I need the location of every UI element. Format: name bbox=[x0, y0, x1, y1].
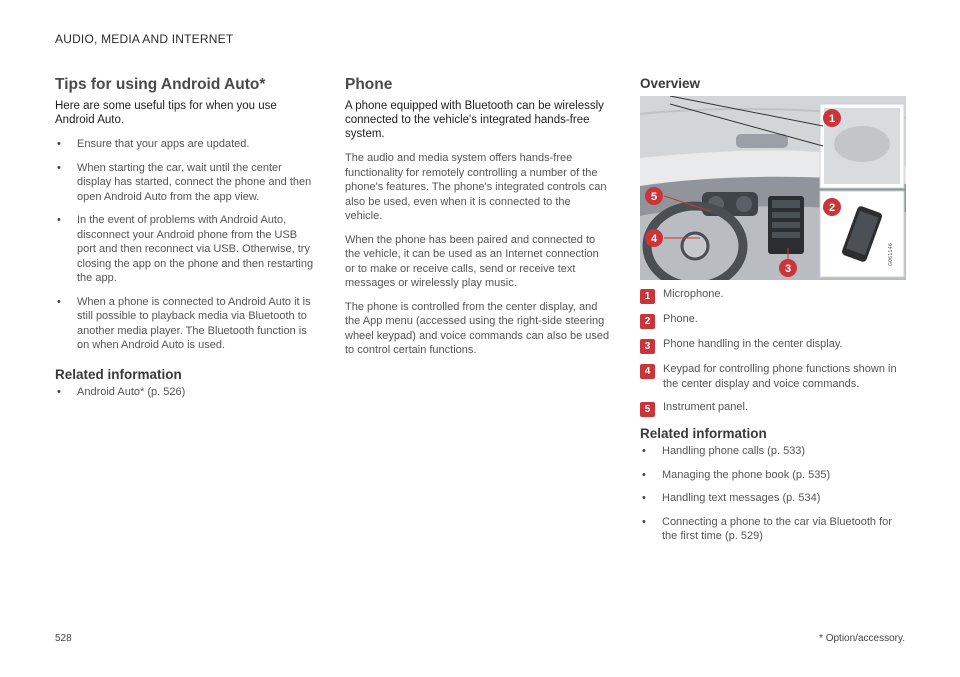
callout-item bbox=[640, 400, 908, 416]
figure-marker-4 bbox=[645, 229, 663, 247]
related-list bbox=[55, 385, 317, 400]
list-item: • Ensure that your apps are updated. bbox=[55, 137, 317, 152]
related-info-heading: Related information bbox=[640, 426, 767, 441]
body-paragraph: When the phone has been paired and connected to the vehicle, it can be used as an Internet connection or to make or receive calls, send or receive text messages or wirelessly play music. bbox=[345, 233, 599, 289]
tips-list bbox=[55, 137, 317, 353]
section-header: AUDIO, MEDIA AND INTERNET bbox=[55, 32, 234, 46]
callout-number-badge: 3 bbox=[640, 339, 655, 354]
svg-text:4: 4 bbox=[650, 233, 658, 245]
related-list bbox=[640, 444, 908, 544]
callout-number-badge: 5 bbox=[640, 402, 655, 417]
callout-text: Microphone. bbox=[663, 288, 724, 300]
callout-item bbox=[640, 287, 908, 303]
lead-text: Here are some useful tips for when you use Android Auto. bbox=[55, 100, 277, 126]
callout-item bbox=[640, 312, 908, 328]
related-link[interactable]: • Android Auto* (p. 526) bbox=[55, 385, 317, 400]
figure-marker-2 bbox=[823, 198, 841, 216]
svg-text:5: 5 bbox=[650, 191, 658, 203]
figure-code: G061146 bbox=[888, 243, 894, 266]
related-info-heading: Related information bbox=[55, 366, 182, 382]
related-link[interactable]: • Handling text messages (p. 534) bbox=[640, 491, 908, 506]
overview-heading: Overview bbox=[640, 76, 701, 91]
callout-number-badge: 4 bbox=[640, 364, 655, 379]
figure-marker-3 bbox=[779, 259, 797, 277]
callout-item bbox=[640, 337, 908, 353]
column-phone bbox=[345, 76, 610, 367]
footnote: * Option/accessory. bbox=[819, 633, 905, 644]
callout-list bbox=[640, 287, 908, 416]
list-item: • When a phone is connected to Android Auto it is still possible to playback media via Bluetooth to another media player. The Bluetooth function is on when Android Auto is used. bbox=[55, 295, 317, 353]
callout-text: Keypad for controlling phone functions shown in the center display and voice commands. bbox=[663, 363, 897, 390]
related-link[interactable]: • Handling phone calls (p. 533) bbox=[640, 444, 908, 459]
body-paragraph: The phone is controlled from the center display, and the App menu (accessed using the right-side steering wheel keypad) and voice commands can also be used to control certain functions. bbox=[345, 300, 610, 356]
figure-marker-5 bbox=[645, 187, 663, 205]
callout-text: Phone. bbox=[663, 313, 698, 325]
lead-text: A phone equipped with Bluetooth can be wirelessly connected to the vehicle's integrated hands-free system. bbox=[345, 100, 604, 140]
callout-number-badge: 2 bbox=[640, 314, 655, 329]
column-android-tips bbox=[55, 76, 317, 408]
section-title-phone: Phone bbox=[345, 76, 393, 93]
callout-text: Instrument panel. bbox=[663, 401, 748, 413]
svg-text:2: 2 bbox=[828, 202, 836, 214]
figure-marker-1 bbox=[823, 109, 841, 127]
related-link[interactable]: • Managing the phone book (p. 535) bbox=[640, 468, 908, 483]
section-title-android-tips: Tips for using Android Auto* bbox=[55, 76, 266, 93]
svg-text:1: 1 bbox=[828, 113, 836, 125]
page-number: 528 bbox=[55, 633, 72, 644]
callout-number-badge: 1 bbox=[640, 289, 655, 304]
related-link[interactable]: • Connecting a phone to the car via Bluetooth for the first time (p. 529) bbox=[640, 515, 908, 544]
list-item: • In the event of problems with Android Auto, disconnect your Android phone from the USB port and then reconnect via USB. Otherwise, try closing the app on the phone and then restarting the app. bbox=[55, 213, 317, 286]
body-paragraph: The audio and media system offers hands-free functionality for remotely controlling a number of the phone's features. The phone's integrated controls can also be used, even when it is connected to the vehicle. bbox=[345, 152, 607, 222]
callout-item bbox=[640, 362, 908, 391]
column-overview bbox=[640, 76, 908, 553]
list-item: • When starting the car, wait until the center display has started, connect the phone and then open Android Auto from the app view. bbox=[55, 161, 317, 205]
dashboard-illustration bbox=[640, 96, 906, 280]
svg-text:3: 3 bbox=[784, 263, 792, 275]
callout-text: Phone handling in the center display. bbox=[663, 338, 843, 350]
